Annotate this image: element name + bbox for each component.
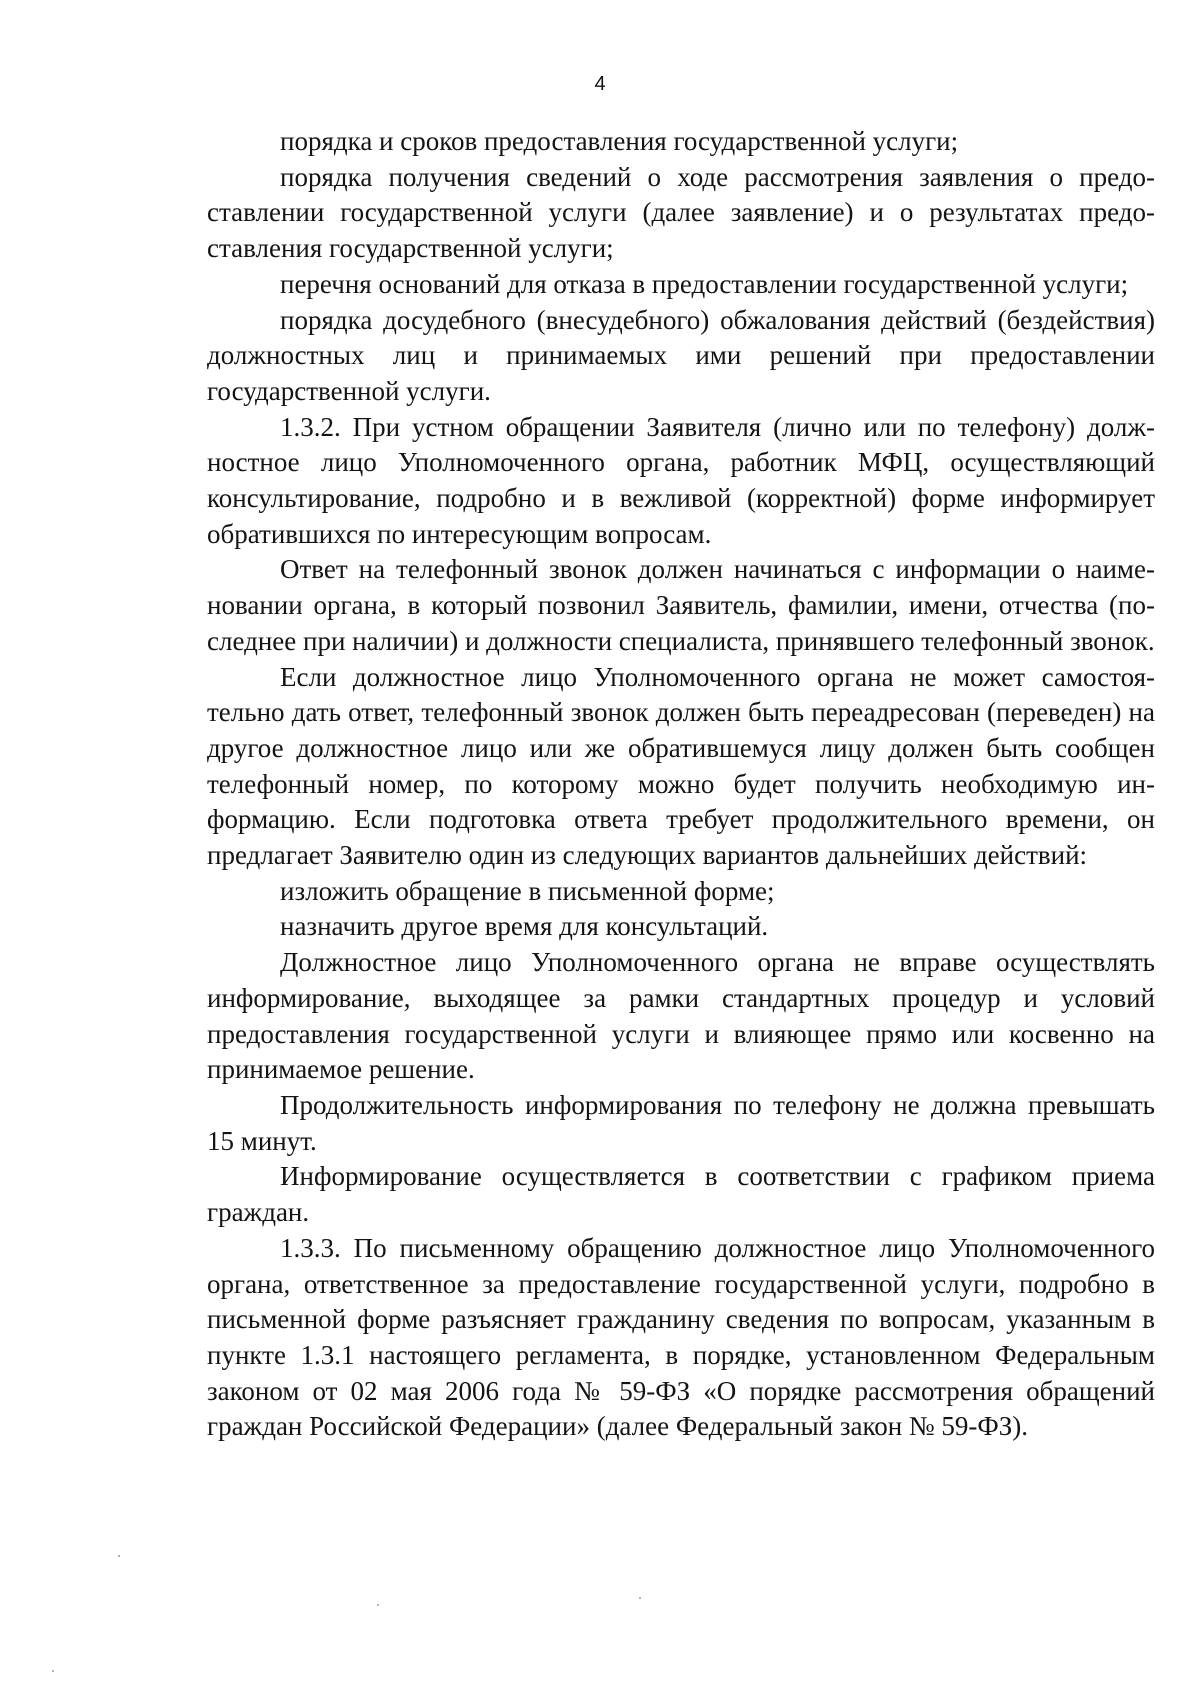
paragraph-informing-limits: Должностное лицо Уполномоченного органа не вправе осуществлять информирование, выходящее за рамки стандартных процедур и условий предоставления государственной услуги и влияющее прямо или косвенно на принимаемое решение. bbox=[207, 947, 1155, 1085]
paragraph-list-item-status-info: порядка получения сведений о ходе рассмотрения заявления о предоставлении государственной услуги (далее заявление) и о результатах предоставления государственной услуги; bbox=[207, 161, 1155, 264]
document-body bbox=[207, 124, 1155, 1445]
scan-speck bbox=[52, 1670, 54, 1672]
paragraph-clause-1-3-3: 1.3.3. По письменному обращению должностное лицо Уполномоченного органа, ответственное за предоставление государственной услуги, подробно в письменной форме разъясняет гражданину сведения по вопросам, указанным в пункте 1.3.1 настоящего регламента, в порядке, установленном Федеральным законом от 02 мая 2006 года № 59-ФЗ «О порядке рассмотрения обращений граждан Российской Федерации» (далее Федеральный закон № 59-ФЗ). bbox=[207, 1232, 1155, 1442]
paragraph-option-reschedule: назначить другое время для консультаций. bbox=[280, 911, 769, 942]
scan-speck bbox=[118, 1555, 120, 1557]
scan-speck bbox=[639, 1597, 641, 1599]
paragraph-redirect-call: Если должностное лицо Уполномоченного органа не может самостоятельно дать ответ, телефонный звонок должен быть переадресован (переведен) на другое должностное лицо или же обратившемуся лицу должен быть сообщен телефонный номер, по которому можно будет получить необходимую информацию. Если подготовка ответа требует продолжительного времени, он предлагает Заявителю один из следующих вариантов дальнейших действий: bbox=[207, 661, 1155, 871]
paragraph-list-item-refusal-grounds: перечня оснований для отказа в предоставлении государственной услуги; bbox=[280, 268, 1129, 299]
paragraph-duration: Продолжительность информирования по телефону не должна превышать 15 минут. bbox=[207, 1089, 1155, 1156]
paragraph-clause-1-3-2: 1.3.2. При устном обращении Заявителя (лично или по телефону) должностное лицо Уполномоченного органа, работник МФЦ, осуществляющий консультирование, подробно и в вежливой (корректной) форме информирует обратившихся по интересующим вопросам. bbox=[207, 411, 1155, 549]
paragraph-phone-answer: Ответ на телефонный звонок должен начинаться с информации о наименовании органа, в который позвонил Заявитель, фамилии, имени, отчества (последнее при наличии) и должности специалиста, принявшего телефонный звонок. bbox=[207, 554, 1155, 656]
paragraph-list-item-appeal-order: порядка досудебного (внесудебного) обжалования действий (бездействия) должностных лиц и принимаемых ими решений при предоставлении государственной услуги. bbox=[207, 304, 1155, 406]
paragraph-list-item-order-terms: порядка и сроков предоставления государственной услуги; bbox=[280, 126, 959, 156]
paragraph-option-written: изложить обращение в письменной форме; bbox=[280, 875, 775, 906]
scan-speck bbox=[377, 1604, 379, 1606]
page-number: 4 bbox=[594, 73, 606, 95]
paragraph-schedule: Информирование осуществляется в соответствии с графиком приема граждан. bbox=[207, 1161, 1155, 1228]
